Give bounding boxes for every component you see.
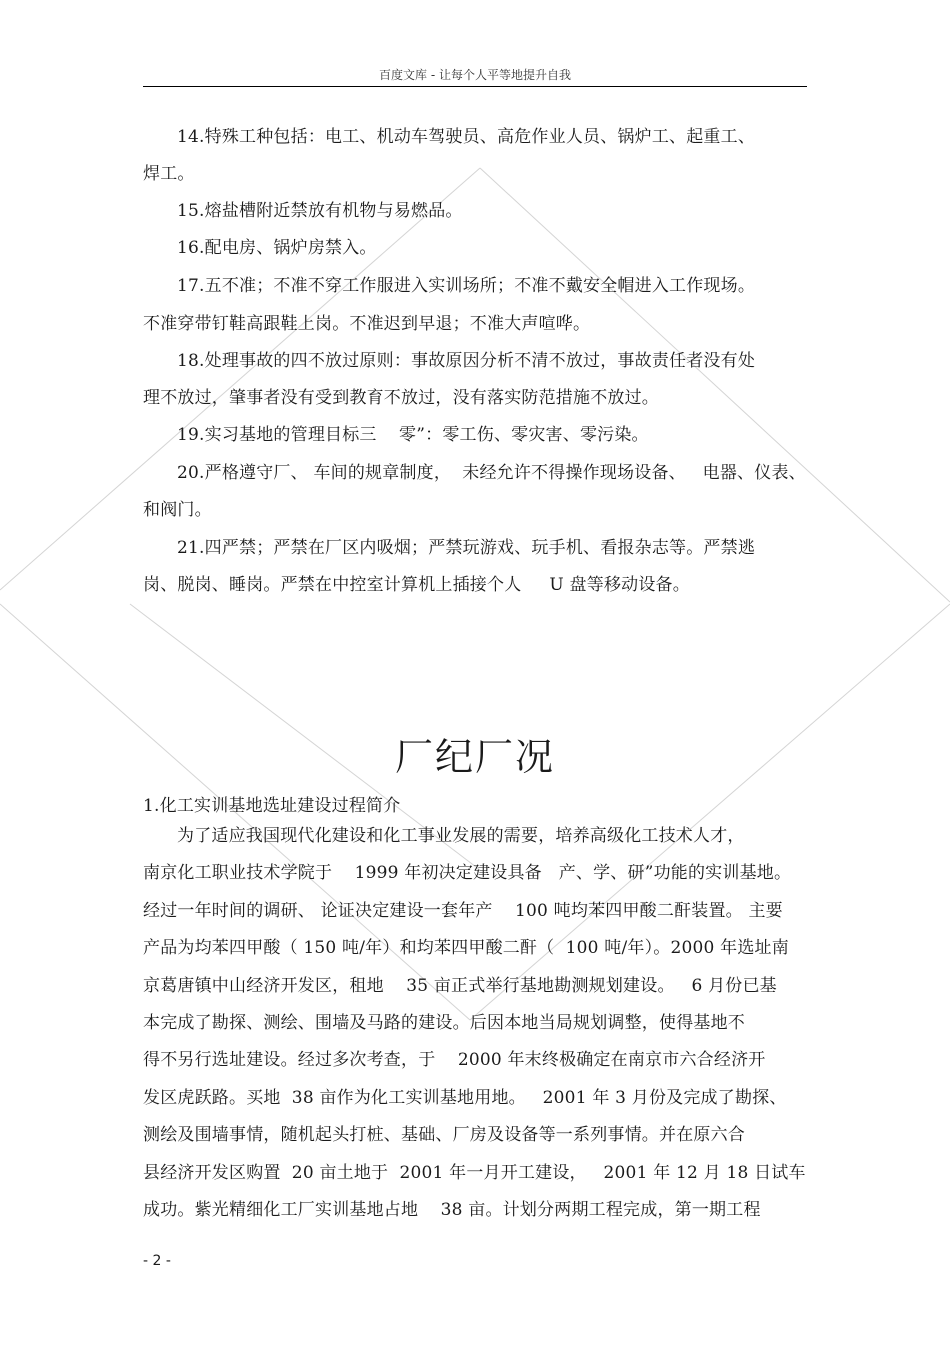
- paragraph-line: 本完成了勘探、测绘、围墙及马路的建设。后因本地当局规划调整，使得基地不: [143, 1013, 745, 1033]
- paragraph-line: 为了适应我国现代化建设和化工事业发展的需要，培养高级化工技术人才，: [177, 826, 745, 846]
- item-17-line-1: 17.五不准；不准不穿工作服进入实训场所；不准不戴安全帽进入工作现场。: [177, 276, 756, 296]
- paragraph-line: 经过一年时间的调研、 论证决定建设一套年产 100 吨均苯四甲酸二酐装置。 主要: [143, 901, 783, 921]
- header-divider: [143, 86, 807, 87]
- item-18-line-2: 理不放过，肇事者没有受到教育不放过，没有落实防范措施不放过。: [143, 388, 659, 408]
- paragraph-line: 京葛唐镇中山经济开发区，租地 35 亩正式举行基地勘测规划建设。 6 月份已基: [143, 976, 777, 996]
- paragraph-line: 南京化工职业技术学院于 1999 年初决定建设具备 产、学、研”功能的实训基地。: [143, 863, 792, 883]
- paragraph-line: 成功。紫光精细化工厂实训基地占地 38 亩。计划分两期工程完成，第一期工程: [143, 1200, 761, 1220]
- paragraph-line: 发区虎跃路。买地 38 亩作为化工实训基地用地。 2001 年 3 月份及完成了勘探、: [143, 1088, 787, 1108]
- paragraph-line: 产品为均苯四甲酸（ 150 吨/年）和均苯四甲酸二酐（ 100 吨/年）。2000 年选址南: [143, 938, 789, 958]
- item-19: 19.实习基地的管理目标三 零”：零工伤、零灾害、零污染。: [177, 425, 649, 445]
- page-number: - 2 -: [143, 1253, 171, 1269]
- paragraph-line: 县经济开发区购置 20 亩土地于 2001 年一月开工建设， 2001 年 12 月 18 日试车: [143, 1163, 806, 1183]
- paragraph-line: 测绘及围墙事情，随机起头打桩、基础、厂房及设备等一系列事情。并在原六合: [143, 1125, 745, 1145]
- item-20-line-2: 和阀门。: [143, 500, 212, 520]
- page-header: 百度文库 - 让每个人平等地提升自我: [379, 68, 571, 82]
- item-14-line-1: 14.特殊工种包括：电工、机动车驾驶员、高危作业人员、锅炉工、起重工、: [177, 127, 756, 147]
- item-15: 15.熔盐槽附近禁放有机物与易燃品。: [177, 201, 463, 221]
- item-20-line-1: 20.严格遵守厂、 车间的规章制度， 未经允许不得操作现场设备、 电器、仪表、: [177, 463, 806, 483]
- item-17-line-2: 不准穿带钉鞋高跟鞋上岗。不准迟到早退；不准大声喧哗。: [143, 314, 591, 334]
- section-title: 厂纪厂况: [394, 735, 555, 779]
- item-21-line-2: 岗、脱岗、睡岗。严禁在中控室计算机上插接个人 U 盘等移动设备。: [143, 575, 690, 595]
- item-14-line-2: 焊工。: [143, 164, 195, 184]
- paragraph-line: 得不另行选址建设。经过多次考查，于 2000 年末终极确定在南京市六合经济开: [143, 1050, 766, 1070]
- section-subtitle: 1.化工实训基地选址建设过程简介: [143, 796, 401, 816]
- item-16: 16.配电房、锅炉房禁入。: [177, 238, 377, 258]
- item-18-line-1: 18.处理事故的四不放过原则：事故原因分析不清不放过，事故责任者没有处: [177, 351, 756, 371]
- item-21-line-1: 21.四严禁；严禁在厂区内吸烟；严禁玩游戏、玩手机、看报杂志等。严禁逃: [177, 538, 756, 558]
